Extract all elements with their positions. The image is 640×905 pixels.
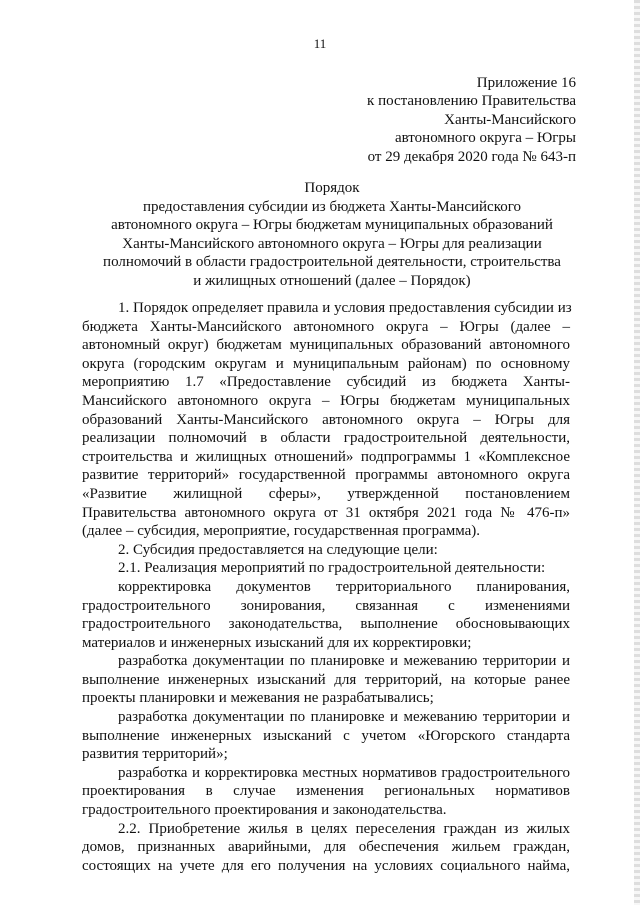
title-line: предоставления субсидии из бюджета Ханты-Мансийского [142, 198, 522, 215]
text-line: градостроительного зонирования, связанная с изменениями [82, 597, 570, 614]
text-line: 1. Порядок определяет правила и условия предоставления субсидии из [118, 300, 572, 316]
paragraph-item-b [82, 652, 570, 708]
text-line: корректировка документов территориального планирования, [118, 578, 570, 595]
appendix-line: к постановлению Правительства [367, 93, 576, 110]
text-line: проекты планировки и межевания не разрабатывались; [82, 690, 434, 707]
paragraph-1 [82, 299, 570, 541]
scan-edge [634, 0, 640, 905]
text-line: Правительства автономного округа от 31 октября 2021 года № 476-п» [82, 504, 570, 521]
text-line: развития территорий»; [82, 746, 228, 763]
appendix-line: от 29 декабря 2020 года № 643-п [367, 148, 576, 165]
text-line: (далее – субсидия, мероприятие, государственная программа). [82, 523, 481, 540]
text-line: Мансийского автономного округа – Югры бюджетам муниципальных [82, 392, 570, 409]
text-line: проектирования в случае изменения региональных нормативов [82, 783, 570, 800]
text-line: строительства и жилищных отношений» подпрограммы 1 «Комплексное [82, 448, 570, 465]
appendix-line: Ханты-Мансийского [444, 111, 576, 128]
text-line: «Развитие жилищной сферы», утвержденной постановлением [82, 485, 570, 502]
document-body [82, 299, 570, 875]
appendix-line: автономного округа – Югры [394, 130, 576, 147]
text-line: разработка документации по планировке и межеванию территории и [118, 709, 570, 726]
paragraph-item-c [82, 708, 570, 764]
appendix-block [276, 74, 576, 166]
page-number: 11 [313, 36, 327, 51]
text-line: выполнение инженерных изысканий с учетом «Югорского стандарта [82, 727, 570, 744]
paragraph-2 [82, 541, 570, 560]
text-line: образований Ханты-Мансийского автономного округа – Югры для [82, 411, 570, 428]
text-line: бюджета Ханты-Мансийского автономного округа – Югры (далее – [82, 318, 570, 335]
paragraph-item-a [82, 578, 570, 652]
text-line: состоящих на учете для его получения на условиях социального найма, [82, 857, 570, 874]
text-line: градостроительного законодательства, выполнение обосновывающих [82, 616, 570, 633]
text-line: материалов и инженерных изысканий для их корректировки; [82, 634, 472, 651]
text-line: градостроительного проектирования и законодательства. [82, 802, 447, 819]
text-line: округа (городским округам и муниципальным районам) по основному [82, 355, 570, 372]
appendix-line: Приложение 16 [476, 75, 576, 91]
text-line: развитие территорий» государственной программы автономного округа [82, 467, 570, 484]
text-line: выполнение инженерных изысканий для территорий, на которые ранее [82, 671, 570, 688]
title-line: полномочий в области градостроительной деятельности, строительства [103, 254, 561, 271]
text-line: разработка и корректировка местных нормативов градостроительного [118, 764, 570, 781]
text-line: автономный округ) бюджетам муниципальных образований автономного [82, 337, 570, 354]
text-line: разработка документации по планировке и межеванию территории и [118, 653, 570, 670]
text-line: домов, признанных аварийными, для обеспечения жильем граждан, [82, 839, 570, 856]
title-line: Ханты-Мансийского автономного округа – Югры для реализации [122, 235, 542, 252]
paragraph-item-d [82, 764, 570, 820]
paragraph-2-1 [82, 559, 570, 578]
title-heading: Порядок [304, 180, 360, 196]
title-line: и жилищных отношений (далее – Порядок) [193, 272, 471, 289]
paragraph-2-2 [82, 820, 570, 876]
title-line: автономного округа – Югры бюджетам муниципальных образований [111, 217, 553, 234]
text-line: 2.1. Реализация мероприятий по градостроительной деятельности: [118, 560, 546, 577]
text-line: реализации полномочий в области градостроительной деятельности, [82, 430, 570, 447]
document-title [82, 179, 582, 291]
text-line: 2.2. Приобретение жилья в целях переселения граждан из жилых [118, 820, 570, 837]
text-line: 2. Субсидия предоставляется на следующие цели: [118, 541, 438, 558]
text-line: мероприятию 1.7 «Предоставление субсидий из бюджета Ханты- [82, 374, 570, 391]
